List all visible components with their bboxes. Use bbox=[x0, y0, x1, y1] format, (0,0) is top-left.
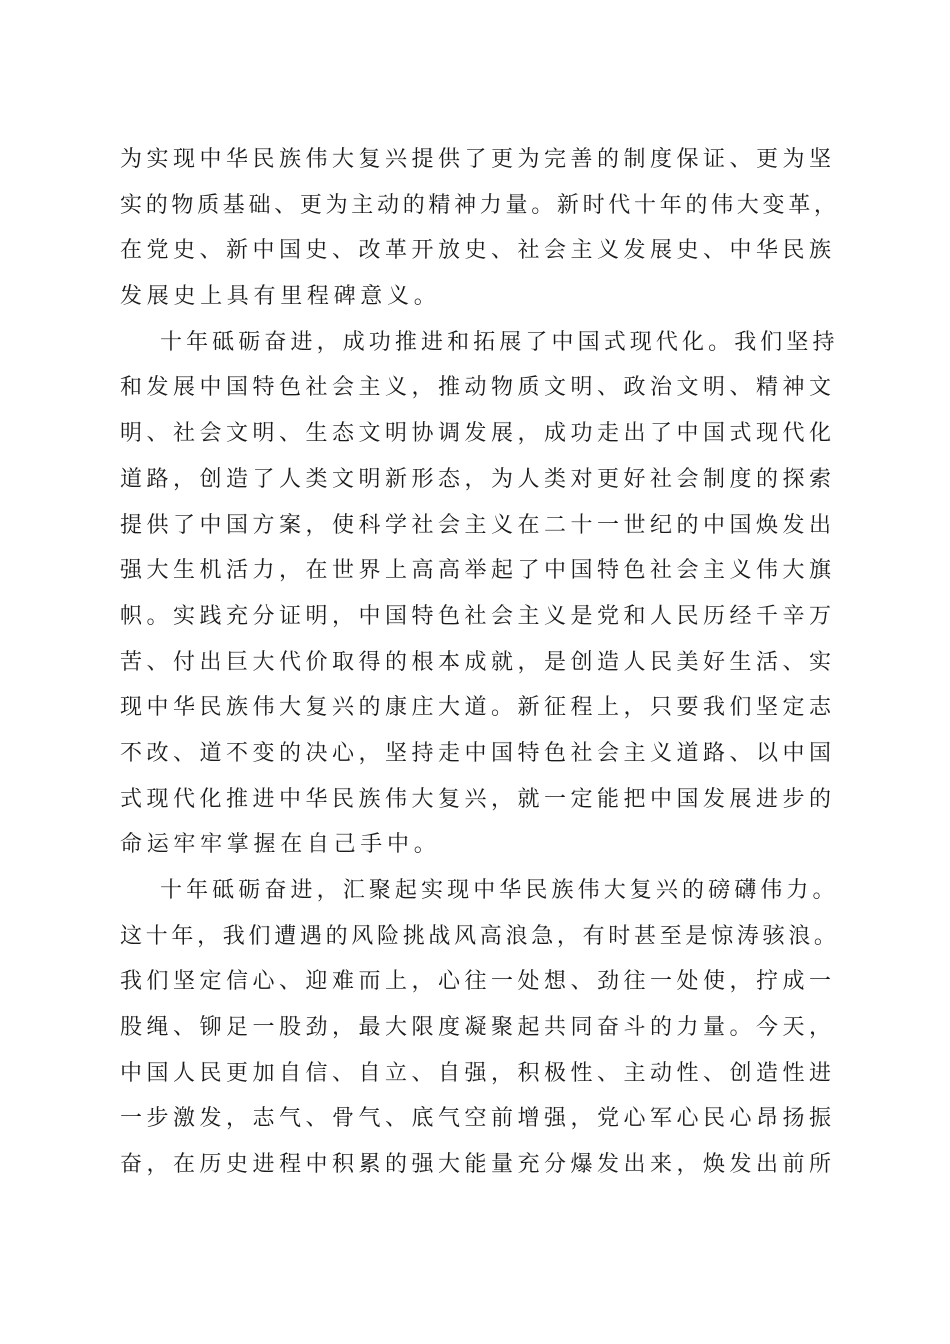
text-line: 一步激发，志气、骨气、底气空前增强，党心军心民心昂扬振 bbox=[120, 1106, 836, 1132]
text-line: 道路，创造了人类文明新形态，为人类对更好社会制度的探索 bbox=[120, 466, 836, 492]
text-line: 不改、道不变的决心，坚持走中国特色社会主义道路、以中国 bbox=[120, 740, 836, 766]
text-line: 提供了中国方案，使科学社会主义在二十一世纪的中国焕发出 bbox=[120, 512, 836, 538]
text-line: 中国人民更加自信、自立、自强，积极性、主动性、创造性进 bbox=[120, 1060, 836, 1086]
paragraph-3 bbox=[120, 868, 840, 1188]
text-line: 我们坚定信心、迎难而上，心往一处想、劲往一处使，拧成一 bbox=[120, 969, 836, 995]
text-line: 在党史、新中国史、改革开放史、社会主义发展史、中华民族 bbox=[120, 238, 836, 264]
text-line: 奋，在历史进程中积累的强大能量充分爆发出来，焕发出前所 bbox=[120, 1152, 836, 1178]
text-line: 现中华民族伟大复兴的康庄大道。新征程上，只要我们坚定志 bbox=[120, 695, 836, 721]
text-line: 和发展中国特色社会主义，推动物质文明、政治文明、精神文 bbox=[120, 375, 836, 401]
document-body bbox=[120, 137, 840, 1188]
text-line: 式现代化推进中华民族伟大复兴，就一定能把中国发展进步的 bbox=[120, 786, 836, 812]
text-line: 十年砥砺奋进，汇聚起实现中华民族伟大复兴的磅礴伟力。 bbox=[160, 878, 839, 903]
text-line: 股绳、铆足一股劲，最大限度凝聚起共同奋斗的力量。今天， bbox=[120, 1015, 836, 1041]
text-line: 为实现中华民族伟大复兴提供了更为完善的制度保证、更为坚 bbox=[120, 147, 836, 172]
paragraph-2 bbox=[120, 320, 840, 868]
text-line: 十年砥砺奋进，成功推进和拓展了中国式现代化。我们坚持 bbox=[160, 329, 839, 355]
text-line: 苦、付出巨大代价取得的根本成就，是创造人民美好生活、实 bbox=[120, 649, 836, 675]
text-line: 这十年，我们遭遇的风险挑战风高浪急，有时甚至是惊涛骇浪。 bbox=[120, 923, 840, 949]
text-line: 命运牢牢掌握在自己手中。 bbox=[120, 832, 441, 858]
text-line: 帜。实践充分证明，中国特色社会主义是党和人民历经千辛万 bbox=[120, 603, 836, 629]
text-line: 实的物质基础、更为主动的精神力量。新时代十年的伟大变革， bbox=[120, 192, 840, 218]
text-line: 明、社会文明、生态文明协调发展，成功走出了中国式现代化 bbox=[120, 421, 836, 447]
paragraph-1 bbox=[120, 137, 840, 320]
text-line: 发展史上具有里程碑意义。 bbox=[120, 284, 441, 310]
text-line: 强大生机活力，在世界上高高举起了中国特色社会主义伟大旗 bbox=[120, 558, 836, 584]
